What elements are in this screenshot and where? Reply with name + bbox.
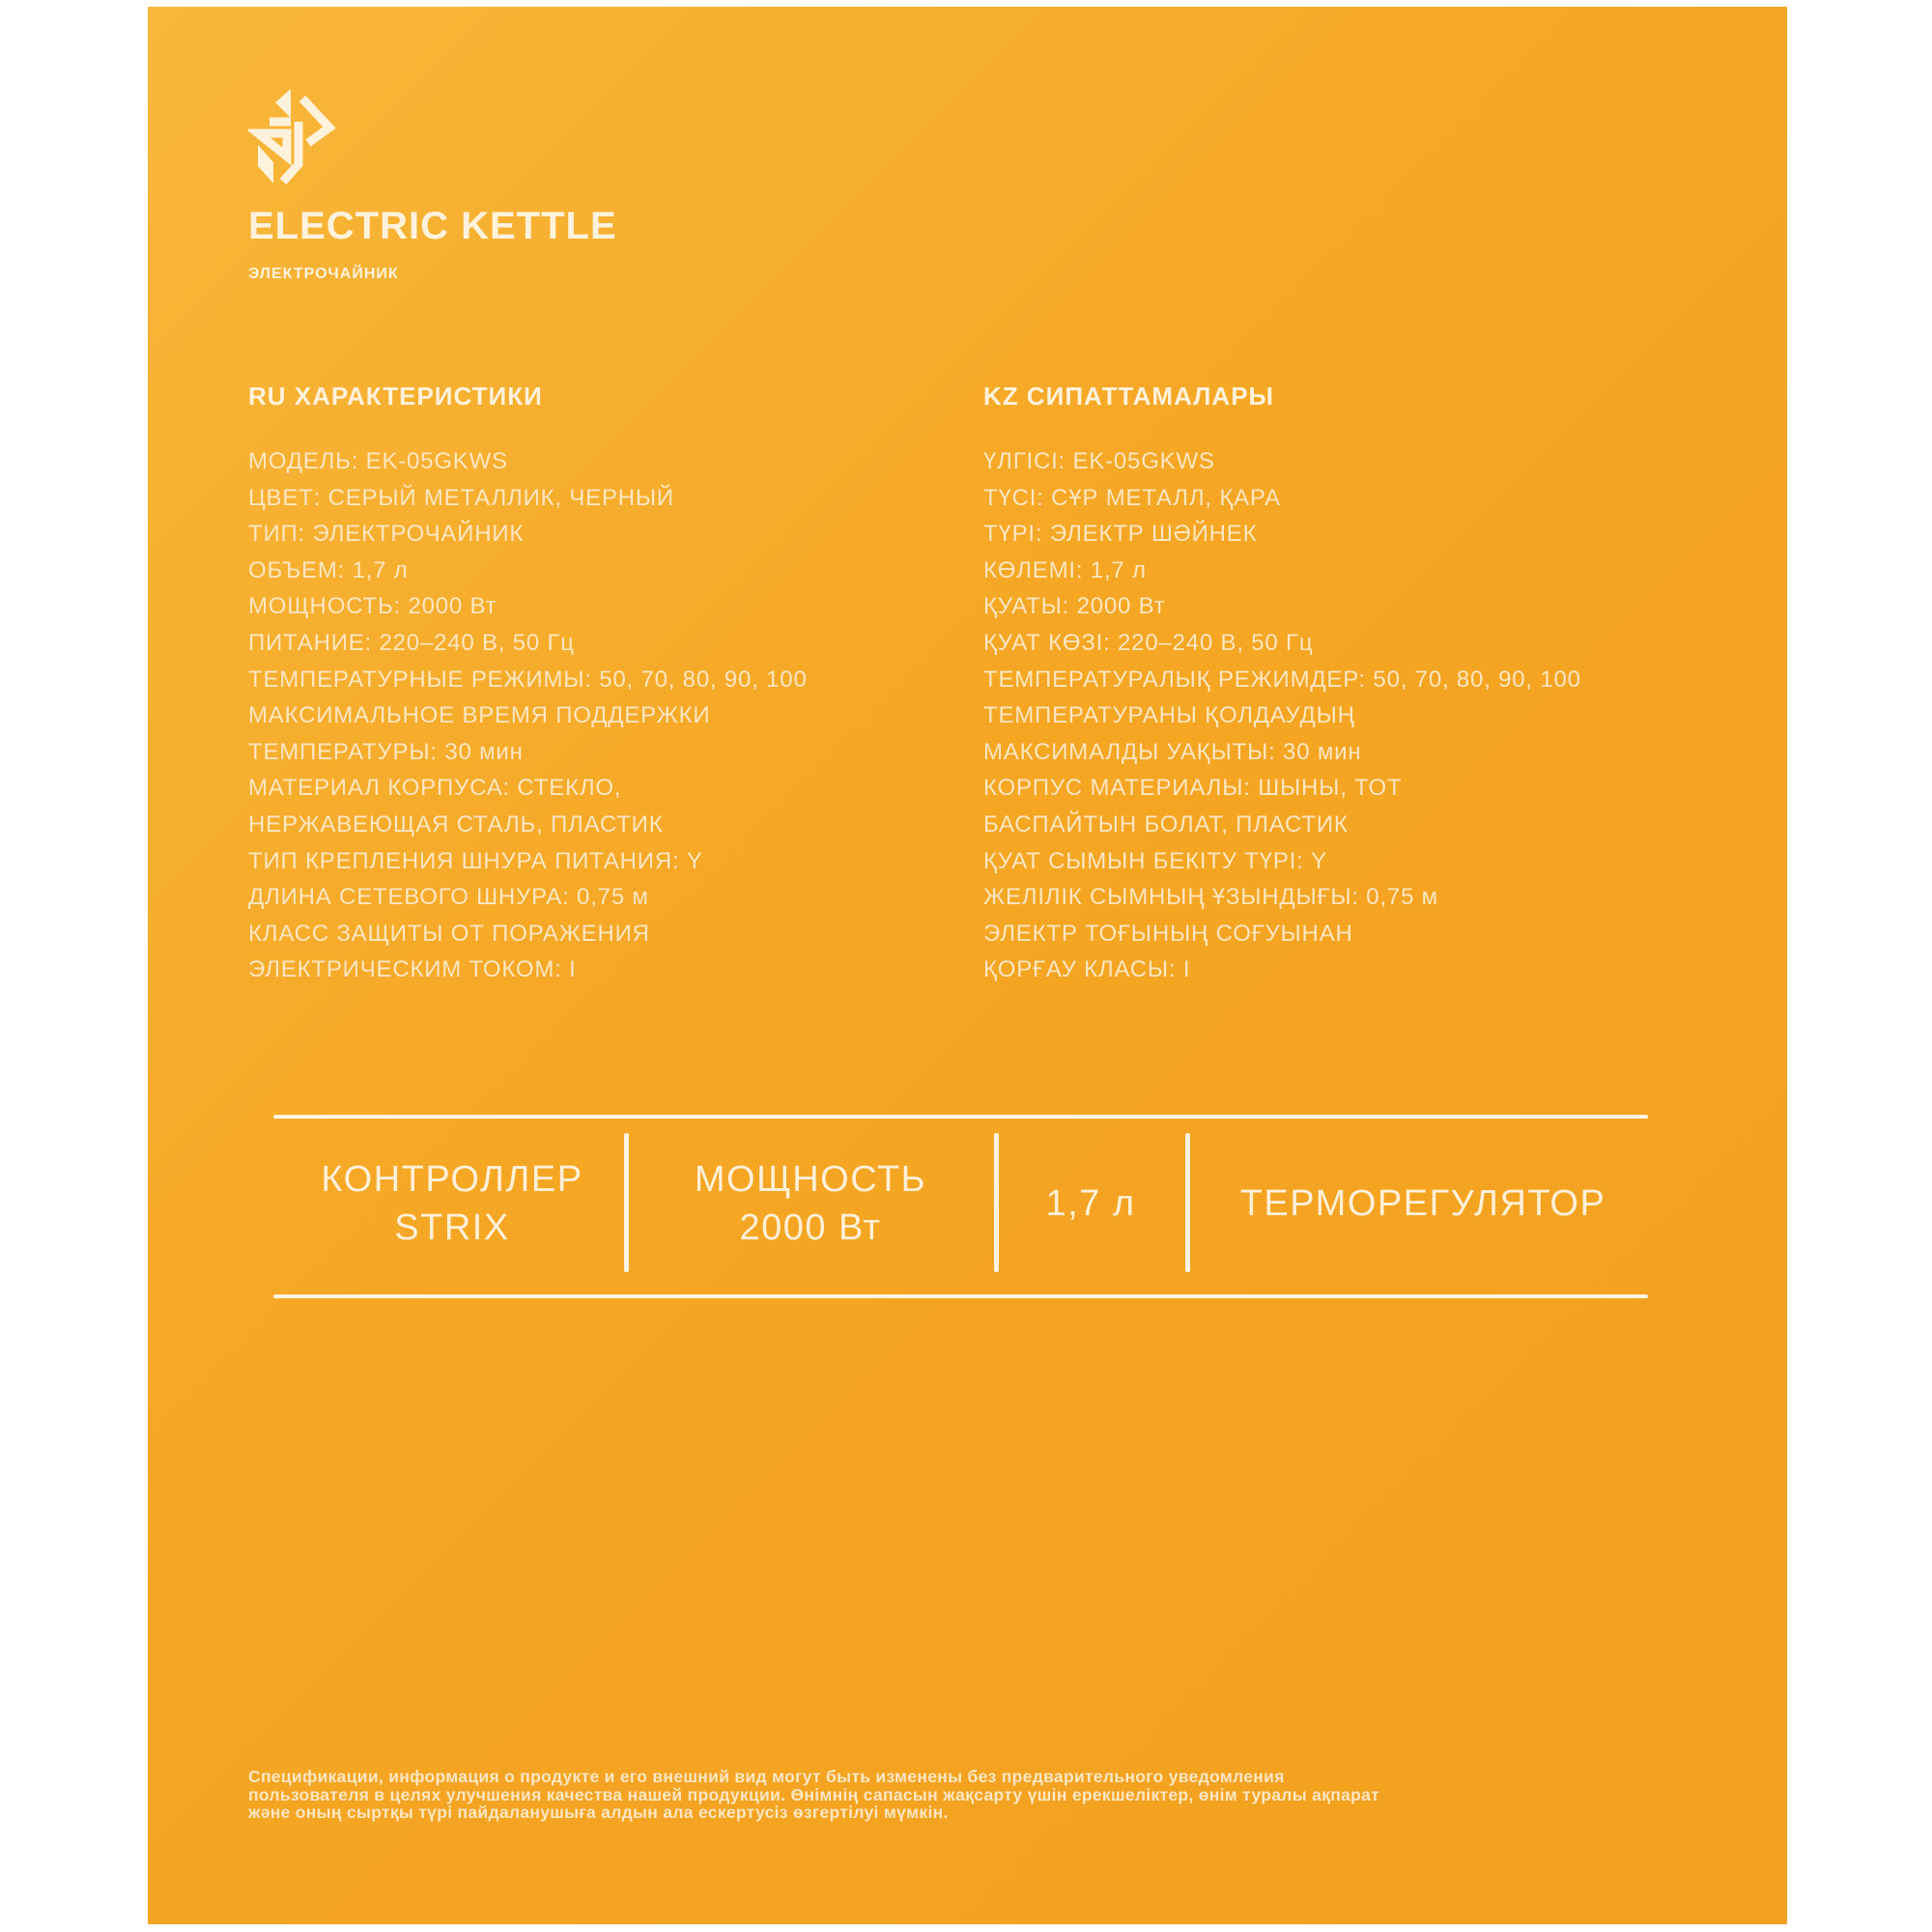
feature-label: 1,7 л (1045, 1183, 1136, 1224)
spec-line: ТИП КРЕПЛЕНИЯ ШНУРА ПИТАНИЯ: Y (248, 847, 703, 874)
spec-line: КӨЛЕМІ: 1,7 л (983, 556, 1147, 583)
spec-line: ТҮРІ: ЭЛЕКТР ШӘЙНЕК (983, 521, 1258, 548)
spec-line: ТЕМПЕРАТУРНЫЕ РЕЖИМЫ: 50, 70, 80, 90, 100 (248, 666, 808, 693)
feature-value: 2000 Вт (739, 1208, 882, 1248)
spec-line: ЖЕЛІЛІК СЫМНЫҢ ҰЗЫНДЫҒЫ: 0,75 м (983, 884, 1438, 911)
spec-line: БАСПАЙТЫН БОЛАТ, ПЛАСТИК (983, 810, 1349, 838)
feature-label: МОЩНОСТЬ (694, 1159, 927, 1200)
brand-logo-icon (248, 89, 335, 185)
feature-value: STRIX (394, 1208, 510, 1248)
spec-line: КОРПУС МАТЕРИАЛЫ: ШЫНЫ, ТОТ (983, 775, 1403, 802)
spec-line: ТЕМПЕРАТУРЫ: 30 мин (248, 738, 524, 765)
feature-bar-top-divider (273, 1115, 1648, 1119)
ru-spec-list (248, 443, 808, 988)
spec-line: ДЛИНА СЕТЕВОГО ШНУРА: 0,75 м (248, 884, 649, 911)
spec-line: ЭЛЕКТРИЧЕСКИМ ТОКОМ: I (248, 956, 577, 983)
spec-line: ҚУАТ СЫМЫН БЕКІТУ ТҮРІ: Y (983, 847, 1327, 874)
feature-power (631, 1147, 990, 1261)
ru-heading: RU ХАРАКТЕРИСТИКИ (248, 382, 543, 411)
spec-line: ҚУАТ КӨЗІ: 220–240 В, 50 Гц (983, 629, 1314, 656)
product-title: ELECTRIC KETTLE (248, 205, 617, 247)
feature-divider (624, 1133, 629, 1272)
disclaimer-line: және оның сыртқы түрі пайдаланушыға алдын ала ескертусіз өзгертілуі мүмкін. (248, 1803, 949, 1822)
spec-line: ТЕМПЕРАТУРАНЫ ҚОЛДАУДЫҢ (983, 702, 1355, 729)
feature-bar-bottom-divider (273, 1294, 1648, 1298)
feature-thermostat (1191, 1147, 1655, 1261)
spec-line: ҮЛГІСІ: EK-05GKWS (983, 448, 1215, 474)
packaging-panel (148, 7, 1787, 1924)
disclaimer-line: пользователя в целях улучшения качества нашей продукции. Өнімнің сапасын жақсарту үшін ерекшеліктер, өнім туралы ақпарат (248, 1784, 1380, 1804)
feature-divider (994, 1133, 999, 1272)
disclaimer-text (248, 1768, 1533, 1822)
kz-heading: KZ СИПАТТАМАЛАРЫ (983, 382, 1274, 411)
spec-line: ЦВЕТ: СЕРЫЙ МЕТАЛЛИК, ЧЕРНЫЙ (248, 484, 674, 511)
spec-line: МАТЕРИАЛ КОРПУСА: СТЕКЛО, (248, 775, 622, 802)
spec-line: НЕРЖАВЕЮЩАЯ СТАЛЬ, ПЛАСТИК (248, 810, 664, 838)
spec-line: ҚОРҒАУ КЛАСЫ: I (983, 956, 1191, 983)
kz-spec-list (983, 443, 1581, 988)
spec-line: КЛАСС ЗАЩИТЫ ОТ ПОРАЖЕНИЯ (248, 920, 650, 947)
spec-line: ЭЛЕКТР ТОҒЫНЫҢ СОҒУЫНАН (983, 920, 1353, 947)
product-subtitle: ЭЛЕКТРОЧАЙНИК (248, 266, 399, 282)
spec-line: ҚУАТЫ: 2000 Вт (983, 593, 1166, 620)
spec-line: МОЩНОСТЬ: 2000 Вт (248, 593, 497, 620)
feature-controller (283, 1147, 621, 1261)
spec-line: ТҮСІ: СҰР МЕТАЛЛ, ҚАРА (983, 484, 1281, 511)
feature-divider (1185, 1133, 1190, 1272)
disclaimer-line: Спецификации, информация о продукте и его внешний вид могут быть изменены без предварительного уведомления (248, 1767, 1285, 1786)
spec-line: ТЕМПЕРАТУРАЛЫҚ РЕЖИМДЕР: 50, 70, 80, 90, 100 (983, 666, 1581, 693)
spec-line: МАКСИМАЛЬНОЕ ВРЕМЯ ПОДДЕРЖКИ (248, 702, 711, 729)
spec-line: ТИП: ЭЛЕКТРОЧАЙНИК (248, 521, 525, 548)
feature-label: КОНТРОЛЛЕР (321, 1159, 583, 1200)
spec-line: ПИТАНИЕ: 220–240 В, 50 Гц (248, 629, 575, 656)
spec-line: ОБЪЕМ: 1,7 л (248, 556, 409, 583)
feature-volume (1000, 1147, 1181, 1261)
spec-line: МАКСИМАЛДЫ УАҚЫТЫ: 30 мин (983, 738, 1362, 765)
spec-line: МОДЕЛЬ: EK-05GKWS (248, 448, 508, 474)
feature-label: ТЕРМОРЕГУЛЯТОР (1239, 1183, 1606, 1224)
